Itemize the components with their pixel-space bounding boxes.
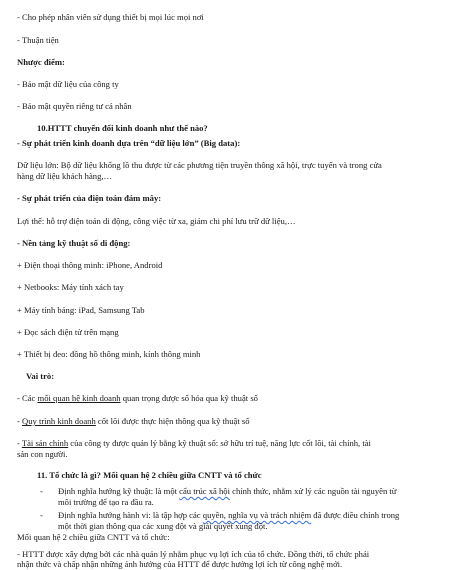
role-item-assets-cont: sản con người. — [17, 449, 68, 459]
mobile-item-netbook: + Netbooks: Máy tính xách tay — [17, 282, 124, 292]
disadvantage-line-privacy: - Bảo mật quyền riêng tư cá nhân — [17, 101, 132, 111]
underlined-term: Quy trình kinh doanh — [22, 416, 96, 426]
big-data-heading: - Sự phát triển kinh doanh dựa trên “dữ liệu lớn” (Big data): — [17, 138, 241, 148]
bullet-dash: - — [40, 486, 43, 496]
mobile-item-ebook: + Đọc sách điện tử trên mạng — [17, 327, 119, 337]
advantage-line-anywhere: - Cho phép nhân viên sử dụng thiết bị mọi lúc mọi nơi — [17, 12, 204, 22]
role-item-processes: - Quy trình kinh doanh cốt lõi được thực hiện thông qua kỹ thuật số — [17, 416, 250, 426]
role-item-assets: - Tài sản chính của công ty được quản lý bằng kỹ thuật số: sở hữu trí tuệ, năng lực cốt lõi, tài chính, tài — [17, 438, 371, 448]
mobile-item-tablet: + Máy tính bảng: iPad, Samsung Tab — [17, 305, 145, 315]
disadvantages-heading: Nhược điểm: — [17, 57, 65, 67]
cloud-advantage: Lợi thế: hỗ trợ điện toán di động, công việc từ xa, giảm chi phí lưu trữ dữ liệu,… — [17, 216, 296, 226]
underlined-term: Tài sản chính — [21, 438, 69, 448]
big-data-definition: Dữ liệu lớn: Bộ dữ liệu khổng lồ thu được từ các phương tiện truyền thông xã hội, trực tuyến và trong cửa — [17, 160, 382, 170]
big-data-definition-cont: hàng dữ liệu khách hàng,… — [17, 171, 113, 181]
mobile-item-smartphone: + Điện thoại thông minh: iPhone, Android — [17, 260, 163, 270]
disadvantage-line-company-data: - Bảo mật dữ liệu của công ty — [17, 79, 119, 89]
definition-behavioral: Định nghĩa hướng hành vi: là tập hợp các quyền, nghĩa vụ và trách nhiệm đã được điều chỉnh trong — [58, 510, 400, 520]
underlined-term: mối quan hệ kinh doanh — [37, 393, 121, 403]
definition-technical-cont: môi trường để tạo ra đầu ra. — [58, 497, 154, 507]
relationship-paragraph: - HTTT được xây dựng bởi các nhà quản lý nhằm phục vụ lợi ích của tổ chức. Đồng thời, tổ chức phải — [17, 549, 370, 559]
mobile-platform-heading: - Nền tảng kỹ thuật số di động: — [17, 238, 131, 248]
cloud-heading: - Sự phát triển của điện toán đám mây: — [17, 193, 162, 203]
advantage-line-convenient: - Thuận tiện — [17, 35, 59, 45]
role-item-relationships: - Các mối quan hệ kinh doanh quan trọng được số hóa qua kỹ thuật số — [17, 393, 258, 403]
definition-behavioral-cont: một thời gian thông qua các xung đột và giải quyết xung đột. — [58, 521, 268, 531]
relationship-heading: Mối quan hệ 2 chiều giữa CNTT và tổ chức: — [17, 532, 170, 542]
bullet-dash: - — [40, 510, 43, 520]
mobile-item-wearable: + Thiết bị đeo: đồng hồ thông minh, kính thông minh — [17, 349, 201, 359]
role-heading: Vai trò: — [26, 371, 55, 381]
section-10-heading: 10.HTTT chuyển đổi kinh doanh như thế nào? — [37, 123, 208, 133]
underlined-term: quyền, nghĩa vụ và trách nhiệm — [202, 510, 312, 520]
section-11-heading: 11. Tổ chức là gì? Mối quan hệ 2 chiều giữa CNTT và tổ chức — [37, 470, 262, 480]
definition-technical: Định nghĩa hướng kỹ thuật: là một cấu trúc xã hội chính thức, nhằm xử lý các nguồn tài nguyên từ — [58, 486, 397, 496]
underlined-term: cấu trúc xã hội — [179, 486, 230, 496]
relationship-paragraph-cont: nhận thức và chấp nhận những ảnh hưởng của HTTT để được hưởng lợi ích từ công nghệ mới. — [17, 559, 343, 569]
